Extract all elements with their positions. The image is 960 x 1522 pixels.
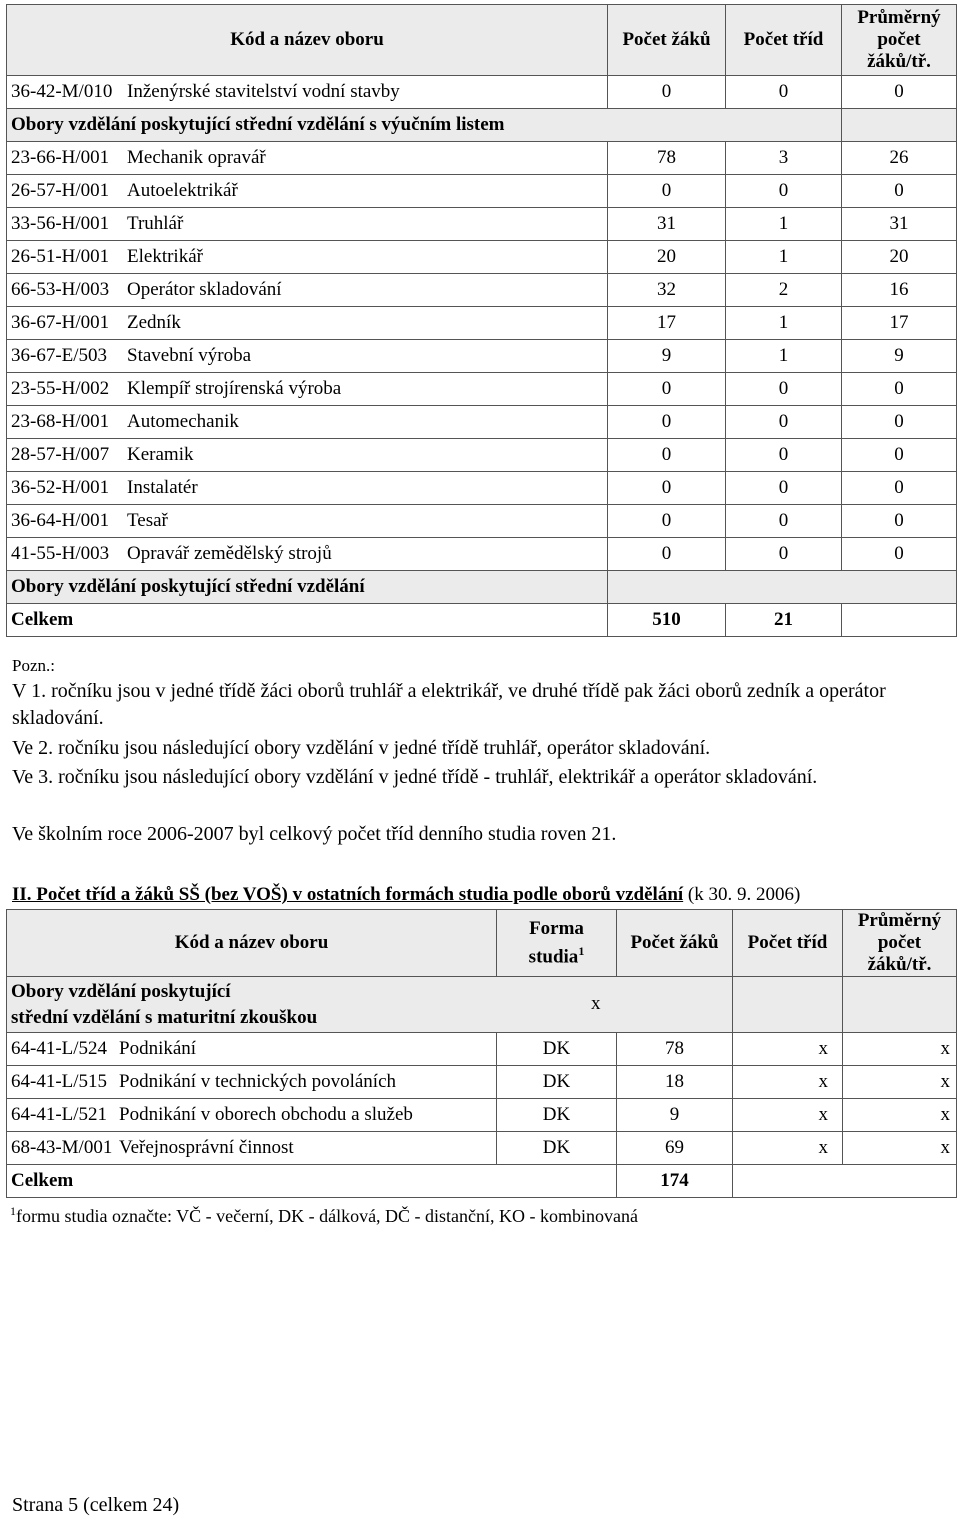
row-form: DK [497, 1033, 617, 1066]
row-pupils: 0 [608, 175, 726, 208]
row-avg: 0 [842, 175, 957, 208]
row-name: Elektrikář [127, 246, 203, 267]
row-code: 36-64-H/001 [11, 510, 110, 531]
section-2-heading-bold: II. Počet tříd a žáků SŠ (bez VOŠ) v ostatních formách studia podle oborů vzdělání [12, 884, 684, 905]
row-code: 26-51-H/001 [11, 246, 110, 267]
total-pupils: 174 [617, 1165, 733, 1198]
row-code: 23-55-H/002 [11, 378, 110, 399]
row-pupils: 20 [608, 241, 726, 274]
table-row [7, 76, 957, 109]
row-classes: x [733, 1033, 843, 1066]
row-classes: 3 [726, 142, 842, 175]
page-footer: Strana 5 (celkem 24) [12, 1494, 180, 1516]
table-other-study [6, 909, 957, 1198]
row-avg: x [843, 1033, 957, 1066]
table-row [7, 307, 957, 340]
row-avg: 0 [842, 472, 957, 505]
row-classes: 0 [726, 538, 842, 571]
total-label: Celkem [7, 604, 608, 637]
row-avg: 0 [842, 406, 957, 439]
row-pupils: 0 [608, 373, 726, 406]
note-line-3: Ve 3. ročníku jsou následující obory vzdělání v jedné třídě - truhlář, elektrikář a operátor skladování. [12, 766, 818, 788]
row-name: Zedník [127, 312, 181, 333]
row-name: Podnikání v technických povoláních [119, 1071, 397, 1092]
row-pupils: 17 [608, 307, 726, 340]
notes-label: Pozn.: [12, 656, 55, 675]
row-name: Instalatér [127, 477, 198, 498]
table-row [7, 1099, 957, 1132]
row-classes: x [733, 1099, 843, 1132]
section-label: Obory vzdělání poskytující střední vzdělání s výučním listem [7, 109, 842, 142]
row-name: Truhlář [127, 213, 184, 234]
section-row-stredni [7, 571, 957, 604]
row-name: Keramik [127, 444, 194, 465]
row-name: Automechanik [127, 411, 239, 432]
section-label: Obory vzdělání poskytující střední vzdělání s maturitní zkouškou x [7, 977, 733, 1033]
row-code: 33-56-H/001 [11, 213, 110, 234]
row-classes: 1 [726, 241, 842, 274]
row-avg: 26 [842, 142, 957, 175]
row-code: 36-52-H/001 [11, 477, 110, 498]
row-avg: x [843, 1132, 957, 1165]
row-code: 64-41-L/524 [11, 1038, 108, 1059]
row-classes: 0 [726, 373, 842, 406]
section-row-vyucni [7, 109, 957, 142]
table-row [7, 472, 957, 505]
row-name: Veřejnosprávní činnost [119, 1137, 294, 1158]
row-pupils: 0 [608, 76, 726, 109]
table-row [7, 175, 957, 208]
row-pupils: 78 [608, 142, 726, 175]
row-avg: x [843, 1066, 957, 1099]
row-name: Mechanik opravář [127, 147, 266, 168]
row-code: 23-68-H/001 [11, 411, 110, 432]
row-name: Stavební výroba [127, 345, 252, 366]
row-avg: 0 [842, 76, 957, 109]
row-classes: x [733, 1132, 843, 1165]
row-code: 28-57-H/007 [11, 444, 110, 465]
table-row [7, 208, 957, 241]
table-row [7, 340, 957, 373]
row-avg: 17 [842, 307, 957, 340]
table-row [7, 373, 957, 406]
row-form: DK [497, 1099, 617, 1132]
table-day-study [6, 4, 957, 637]
section-2-heading [12, 884, 800, 906]
row-avg: 0 [842, 538, 957, 571]
row-pupils: 31 [608, 208, 726, 241]
row-pupils: 0 [608, 538, 726, 571]
footnote: $^1$formu studia označte: VČ - večerní, DK - dálková, DČ - distanční, KO - kombinovaná [10, 1204, 639, 1226]
row-form: DK [497, 1066, 617, 1099]
row-code: 36-42-M/010 [11, 81, 113, 102]
row-code: 36-67-H/001 [11, 312, 110, 333]
row-pupils: 0 [608, 439, 726, 472]
row-name: Operátor skladování [127, 279, 282, 300]
row-classes: 0 [726, 76, 842, 109]
row-code: 64-41-L/515 [11, 1071, 108, 1092]
row-classes: x [733, 1066, 843, 1099]
row-pupils: 18 [617, 1066, 733, 1099]
row-pupils: 0 [608, 505, 726, 538]
table-header-row [7, 5, 957, 76]
header-code-name: Kód a název oboru [7, 5, 608, 76]
row-classes: 1 [726, 340, 842, 373]
row-classes: 0 [726, 439, 842, 472]
row-pupils: 69 [617, 1132, 733, 1165]
total-classes: 21 [726, 604, 842, 637]
table-row [7, 538, 957, 571]
section-mark: x [591, 993, 601, 1014]
row-classes: 0 [726, 472, 842, 505]
table-header-row [7, 910, 957, 977]
row-pupils: 9 [617, 1099, 733, 1132]
table-row [7, 439, 957, 472]
footnote-text: formu studia označte: VČ - večerní, DK - dálková, DČ - distanční, KO - kombinovaná [16, 1206, 639, 1226]
header-form: Forma studia$^1$ [497, 910, 617, 977]
row-classes: 1 [726, 307, 842, 340]
row-avg: 0 [842, 505, 957, 538]
row-pupils: 9 [608, 340, 726, 373]
row-name: Autoelektrikář [127, 180, 238, 201]
header-classes: Počet tříd [726, 5, 842, 76]
header-pupils: Počet žáků [617, 910, 733, 977]
table-row [7, 1066, 957, 1099]
row-avg: 9 [842, 340, 957, 373]
row-pupils: 0 [608, 472, 726, 505]
table-row [7, 142, 957, 175]
row-pupils: 0 [608, 406, 726, 439]
total-row [7, 604, 957, 637]
row-name: Podnikání v oborech obchodu a služeb [119, 1104, 413, 1125]
total-row [7, 1165, 957, 1198]
row-avg: 0 [842, 439, 957, 472]
section-2-heading-date: (k 30. 9. 2006) [683, 884, 801, 905]
row-code: 36-67-E/503 [11, 345, 108, 366]
row-name: Opravář zemědělský strojů [127, 543, 332, 564]
total-label: Celkem [7, 1165, 617, 1198]
row-name: Tesař [127, 510, 168, 531]
row-code: 23-66-H/001 [11, 147, 110, 168]
row-name: Klempíř strojírenská výroba [127, 378, 342, 399]
table-row [7, 241, 957, 274]
section-label: Obory vzdělání poskytující střední vzdělání [7, 571, 608, 604]
row-code: 26-57-H/001 [11, 180, 110, 201]
table-row [7, 406, 957, 439]
note-line-1: V 1. ročníku jsou v jedné třídě žáci oborů truhlář a elektrikář, ve druhé třídě pak žáci oborů zedník a operátor skladování. [12, 680, 886, 729]
header-classes: Počet tříd [733, 910, 843, 977]
row-classes: 2 [726, 274, 842, 307]
table-row [7, 1033, 957, 1066]
row-avg: x [843, 1099, 957, 1132]
total-pupils: 510 [608, 604, 726, 637]
note-line-4: Ve školním roce 2006-2007 byl celkový počet tříd denního studia roven 21. [12, 823, 617, 845]
row-classes: 0 [726, 505, 842, 538]
row-code: 64-41-L/521 [11, 1104, 108, 1125]
row-code: 68-43-M/001 [11, 1137, 113, 1158]
row-classes: 1 [726, 208, 842, 241]
row-code: 41-55-H/003 [11, 543, 110, 564]
row-name: Inženýrské stavitelství vodní stavby [127, 81, 400, 102]
row-classes: 0 [726, 175, 842, 208]
row-code: 66-53-H/003 [11, 279, 110, 300]
header-code-name: Kód a název oboru [7, 910, 497, 977]
table-row [7, 1132, 957, 1165]
header-avg: Průměrný počet žáků/tř. [843, 910, 957, 977]
row-avg: 20 [842, 241, 957, 274]
header-pupils: Počet žáků [608, 5, 726, 76]
note-line-2: Ve 2. ročníku jsou následující obory vzdělání v jedné třídě truhlář, operátor skladování. [12, 737, 711, 759]
row-name: Podnikání [119, 1038, 197, 1059]
row-form: DK [497, 1132, 617, 1165]
row-avg: 31 [842, 208, 957, 241]
table-row [7, 505, 957, 538]
header-avg: Průměrný počet žáků/tř. [842, 5, 957, 76]
row-pupils: 78 [617, 1033, 733, 1066]
row-avg: 16 [842, 274, 957, 307]
row-pupils: 32 [608, 274, 726, 307]
table-row [7, 274, 957, 307]
section-row-maturita [7, 977, 957, 1033]
row-classes: 0 [726, 406, 842, 439]
row-avg: 0 [842, 373, 957, 406]
